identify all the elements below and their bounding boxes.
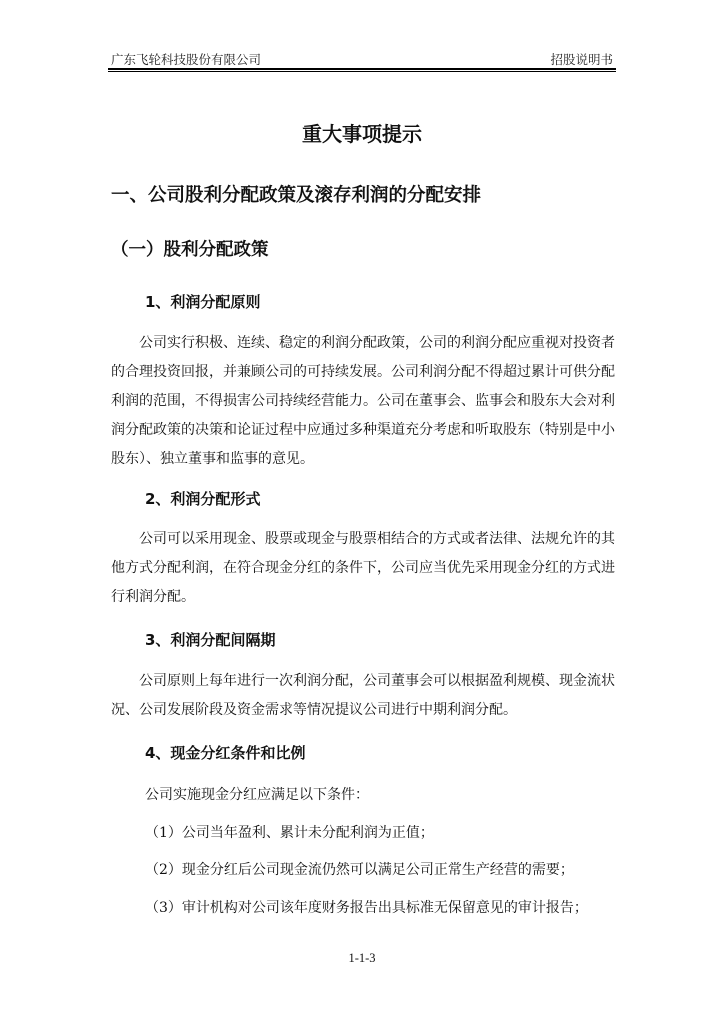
condition-item-1: （1）公司当年盈利、累计未分配利润为正值； (145, 825, 434, 841)
header-document-type: 招股说明书 (550, 52, 613, 67)
condition-item-2: （2）现金分红后公司现金流仍然可以满足公司正常生产经营的需要； (145, 862, 574, 878)
page-title: 重大事项提示 (302, 122, 422, 146)
paragraph-principles: 公司实行积极、连续、稳定的利润分配政策，公司的利润分配应重视对投资者的合理投资回报，并兼顾公司的可持续发展。公司利润分配不得超过累计可供分配利润的范围，不得损害公司持续经营能力。公司在董事会、监事会和股东大会对利润分配政策的决策和论证过程中应通过多种渠道充分考虑和听取股东（特别是中小股东）、独立董事和监事的意见。 (111, 335, 615, 467)
header-rule-thin (108, 71, 616, 72)
item-heading-forms: 2、利润分配形式 (145, 490, 261, 508)
item-heading-interval: 3、利润分配间隔期 (145, 631, 276, 649)
page-header (111, 50, 613, 68)
paragraph-cash-dividend-intro: 公司实施现金分红应满足以下条件： (145, 787, 369, 803)
paragraph-interval: 公司原则上每年进行一次利润分配，公司董事会可以根据盈利规模、现金流状况、公司发展阶段及资金需求等情况提议公司进行中期利润分配。 (111, 673, 615, 718)
paragraph-forms: 公司可以采用现金、股票或现金与股票相结合的方式或者法律、法规允许的其他方式分配利润，在符合现金分红的条件下，公司应当优先采用现金分红的方式进行利润分配。 (111, 531, 615, 605)
page-number: 1-1-3 (348, 951, 376, 965)
item-heading-principles: 1、利润分配原则 (145, 293, 261, 311)
header-rule-thick (108, 68, 616, 70)
header-company-name: 广东飞轮科技股份有限公司 (111, 52, 262, 67)
condition-item-3: （3）审计机构对公司该年度财务报告出具标准无保留意见的审计报告； (145, 900, 588, 916)
section-heading-dividend-policy: 一、公司股利分配政策及滚存利润的分配安排 (111, 185, 482, 206)
subsection-heading-dividend-policy: （一）股利分配政策 (111, 240, 269, 260)
item-heading-cash-dividend: 4、现金分红条件和比例 (145, 744, 306, 762)
